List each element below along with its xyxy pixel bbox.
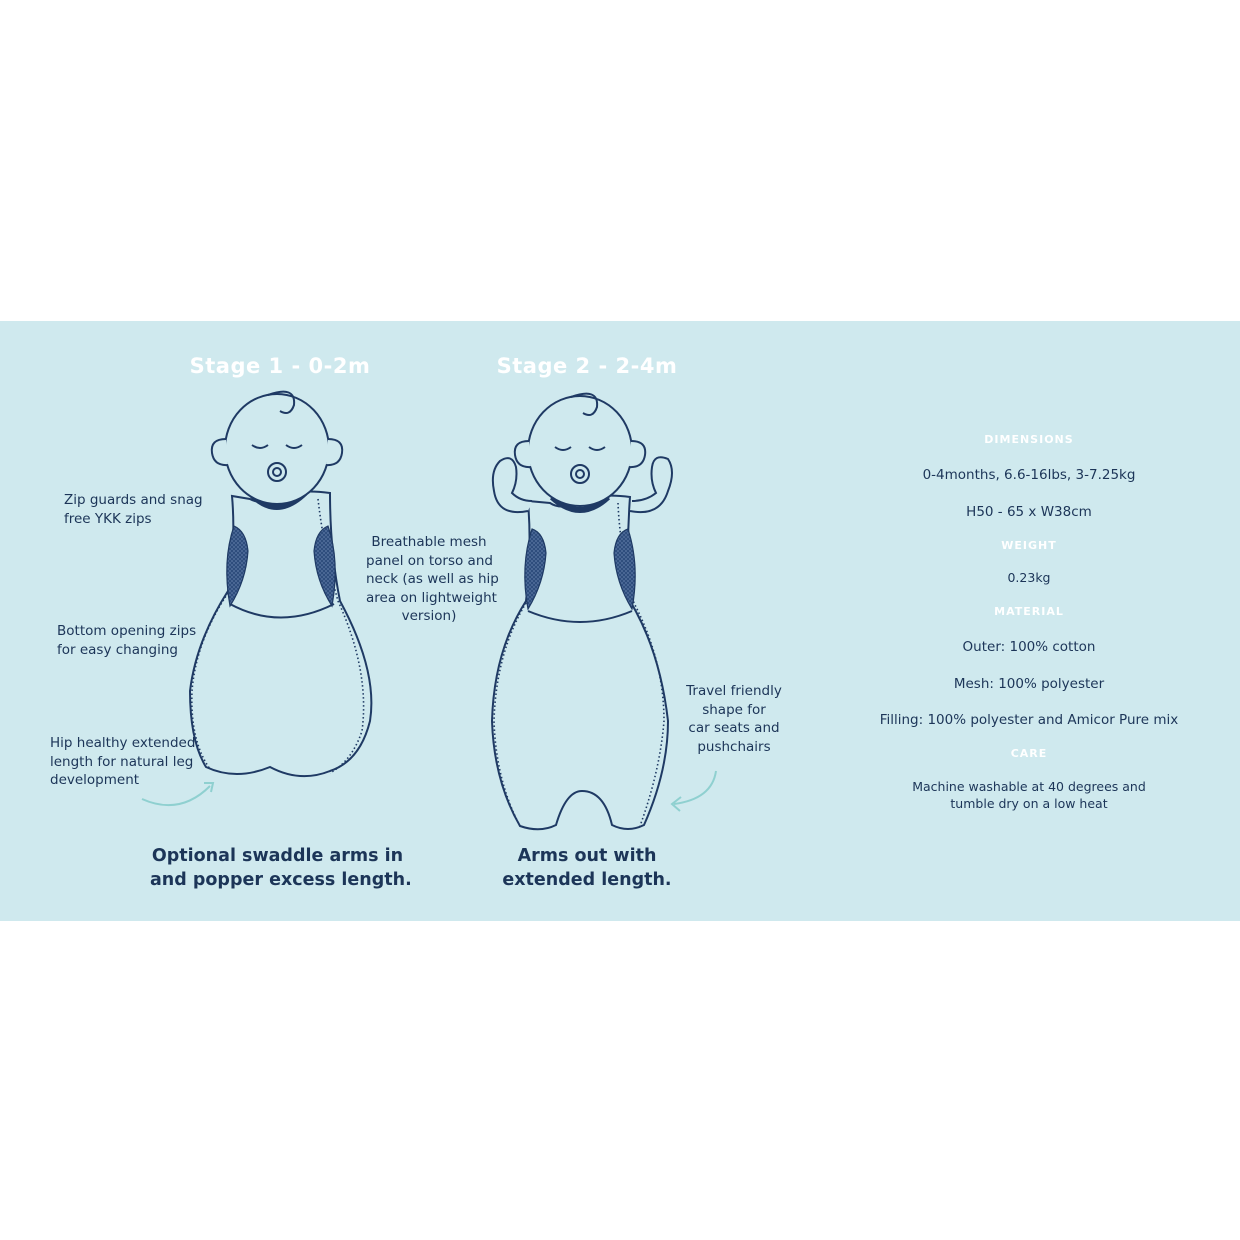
care-text [870, 778, 1188, 812]
stage1-caption [150, 844, 412, 892]
callout-hip-healthy [50, 734, 195, 790]
caption-line: extended length. [502, 870, 672, 890]
care-heading: CARE [1010, 747, 1048, 760]
caption-line: Optional swaddle arms in [151, 846, 404, 866]
travel-arrow-icon [674, 771, 716, 804]
sleepsuit-illustrations [0, 321, 1240, 921]
callout-zip-guards [64, 491, 203, 528]
callout-line: free YKK zips [64, 510, 152, 527]
callout-line: Bottom opening zips [57, 623, 197, 639]
stage1-title: Stage 1 - 0-2m [189, 354, 371, 378]
care-line: tumble dry on a low heat [950, 796, 1108, 811]
callout-line: Zip guards and snag [64, 492, 203, 508]
care-line: Machine washable at 40 degrees and [912, 779, 1146, 794]
callout-line: length for natural leg [50, 753, 194, 770]
callout-travel [684, 682, 784, 756]
callout-line: development [50, 772, 140, 788]
material-heading: MATERIAL [994, 605, 1064, 618]
callout-line: Travel friendly [686, 683, 782, 699]
stage2-baby-illustration [492, 394, 672, 830]
material-outer: Outer: 100% cotton [962, 639, 1096, 655]
dimensions-value-2: H50 - 65 x W38cm [966, 504, 1092, 520]
material-filling: Filling: 100% polyester and Amicor Pure mix [879, 712, 1179, 728]
weight-heading: WEIGHT [1001, 539, 1057, 552]
callout-line: pushchairs [697, 738, 771, 755]
material-mesh: Mesh: 100% polyester [953, 676, 1105, 692]
stage1-baby-illustration [190, 392, 371, 776]
callout-line: for easy changing [57, 641, 178, 658]
stage2-title: Stage 2 - 2-4m [496, 354, 678, 378]
callout-line: area on lightweight [366, 589, 497, 606]
callout-line: version) [401, 608, 457, 624]
callout-line: neck (as well as hip [366, 571, 499, 587]
callout-mesh-panel [366, 533, 499, 626]
weight-value: 0.23kg [1007, 570, 1051, 585]
dimensions-value-1: 0-4months, 6.6-16lbs, 3-7.25kg [922, 467, 1136, 483]
callout-line: shape for [702, 701, 766, 718]
caption-line: Arms out with [517, 846, 657, 866]
dimensions-heading: DIMENSIONS [984, 433, 1074, 446]
callout-line: panel on torso and [366, 552, 493, 569]
stage2-caption [487, 844, 687, 892]
callout-line: car seats and [688, 720, 780, 736]
info-panel [0, 321, 1240, 921]
callout-line: Breathable mesh [371, 534, 487, 550]
callout-line: Hip healthy extended [50, 735, 196, 751]
callout-bottom-zips [57, 622, 196, 659]
caption-line: and popper excess length. [150, 870, 412, 890]
